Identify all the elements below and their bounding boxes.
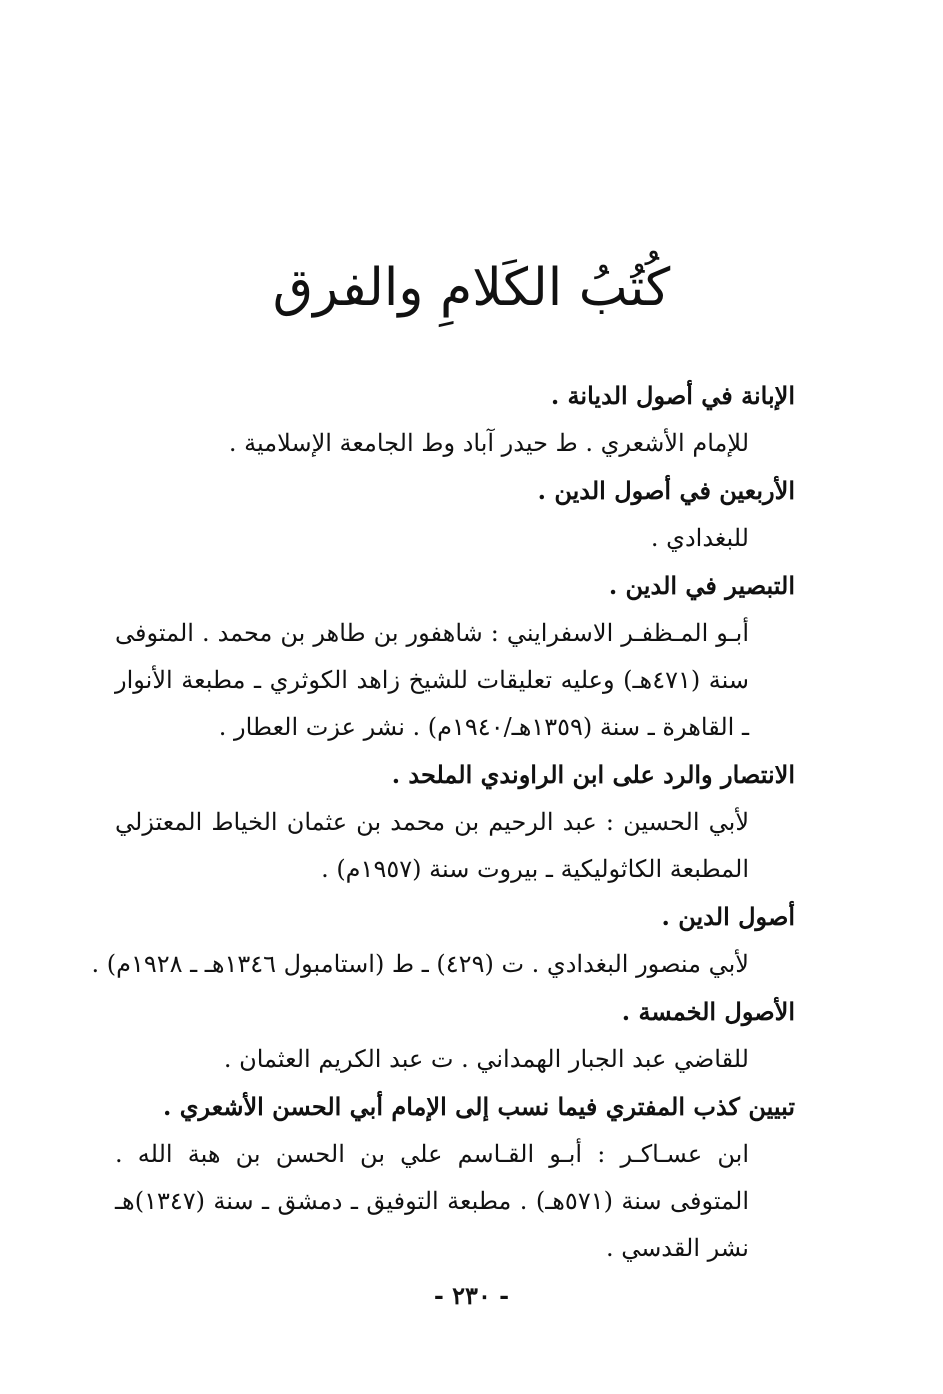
entry-body: للبغدادي . xyxy=(650,524,749,552)
entry-body: ابن عسـاكـر : أبـو القـاسم علي بن الحسن بن هبة الله . المتوفى سنة (٥٧١هـ) . مطبعة التوفيق ـ دمشق ـ سنة (١٣٤٧)هـ نشر القدسي . xyxy=(115,1140,750,1262)
entry-title: أصول الدين . xyxy=(661,902,795,931)
entry-body: للإمام الأشعري . ط حيدر آباد وط الجامعة الإسلامية . xyxy=(228,429,749,457)
entry-body: لأبي الحسين : عبد الرحيم بن محمد بن عثمان الخياط المعتزلي المطبعة الكاثوليكية ـ بيروت سنة (١٩٥٧م) . xyxy=(115,808,749,883)
bibliography-entry xyxy=(115,988,795,1083)
bibliography-entry xyxy=(115,1083,795,1272)
entry-title: الأصول الخمسة . xyxy=(621,997,795,1026)
page-number: - ٢٣٠ - xyxy=(433,1281,510,1310)
bibliography-entry xyxy=(115,562,795,751)
bibliography-entry xyxy=(115,372,795,467)
entry-body: للقاضي عبد الجبار الهمداني . ت عبد الكريم العثمان . xyxy=(223,1045,749,1073)
entry-body: أبـو المـظفـر الاسفرايني : شاهفور بن طاهر بن محمد . المتوفى سنة (٤٧١هـ) وعليه تعليقات للشيخ زاهد الكوثري ـ مطبعة الأنوار ـ القاهرة ـ سنة (١٣٥٩هـ/١٩٤٠م) . نشر عزت العطار . xyxy=(115,619,749,741)
entry-title: الإبانة في أصول الديانة . xyxy=(550,381,795,410)
entry-title: الأربعين في أصول الدين . xyxy=(537,476,795,505)
chapter-title: كُتُبُ الكَلامِ والفرق xyxy=(272,258,671,318)
bibliography-entry xyxy=(115,467,795,562)
entry-title: الانتصار والرد على ابن الراوندي الملحد . xyxy=(391,760,795,789)
entry-title: تبيين كذب المفتري فيما نسب إلى الإمام أبي الحسن الأشعري . xyxy=(163,1092,795,1121)
bibliography-list xyxy=(91,372,795,1272)
bibliography-entry xyxy=(91,893,795,988)
bibliography-entry xyxy=(115,751,795,893)
entry-body: لأبي منصور البغدادي . ت (٤٢٩) ـ ط (استامبول ١٣٤٦هـ ـ ١٩٢٨م) . xyxy=(91,950,749,978)
entry-title: التبصير في الدين . xyxy=(608,571,795,600)
